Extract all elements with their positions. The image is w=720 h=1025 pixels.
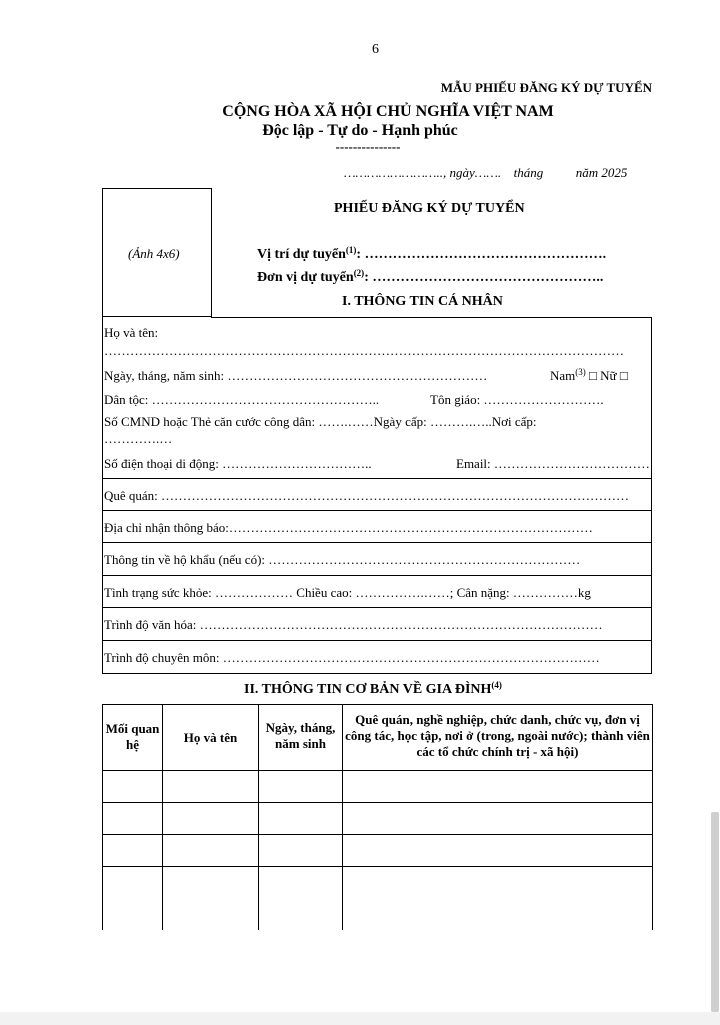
row-divider bbox=[102, 478, 652, 479]
gender-sup: (3) bbox=[575, 367, 586, 377]
table-top-border bbox=[102, 704, 653, 705]
table-col-border bbox=[652, 704, 653, 930]
position-label: Vị trí dự tuyển bbox=[257, 247, 346, 262]
email-field[interactable]: Email: ……………………………… bbox=[456, 456, 650, 471]
ethnic-field[interactable]: Dân tộc: …………………………………………….. bbox=[104, 392, 380, 407]
table-row[interactable] bbox=[103, 835, 652, 866]
section2-sup: (4) bbox=[491, 680, 502, 690]
table-row[interactable] bbox=[103, 803, 652, 834]
page-gap bbox=[0, 1012, 720, 1025]
name-blank[interactable]: ………………………………………………………………………………………………………… bbox=[104, 343, 624, 358]
dob-field[interactable]: Ngày, tháng, năm sinh: …………………………………………………… bbox=[104, 368, 488, 383]
id-field[interactable]: Số CMND hoặc Thẻ căn cước công dân: …….……Ngày cấp: ……….…..Nơi cấp: bbox=[104, 414, 537, 429]
row-divider bbox=[102, 640, 652, 641]
professional-field[interactable]: Trình độ chuyên môn: …………………………………………………………………………… bbox=[104, 650, 600, 665]
form-left-border bbox=[102, 316, 103, 674]
unit-sup: (2) bbox=[353, 268, 365, 278]
household-field[interactable]: Thông tin về hộ khẩu (nếu có): ……………………………………………………………… bbox=[104, 552, 581, 567]
gender-male-checkbox[interactable]: □ bbox=[589, 368, 597, 383]
date-month: tháng bbox=[513, 165, 544, 180]
row-divider bbox=[102, 607, 652, 608]
scrollbar-thumb[interactable] bbox=[711, 812, 719, 1012]
date-place: …………………….., bbox=[344, 165, 447, 180]
form-bottom-border bbox=[102, 673, 652, 674]
row-divider bbox=[102, 542, 652, 543]
table-row[interactable] bbox=[103, 771, 652, 802]
address-field[interactable]: Địa chỉ nhận thông báo:………………………………………………………………………… bbox=[104, 520, 593, 535]
row-divider bbox=[102, 575, 652, 576]
form-code: MẪU PHIẾU ĐĂNG KÝ DỰ TUYỂN bbox=[440, 80, 652, 95]
page-number: 6 bbox=[372, 42, 379, 57]
unit-blank[interactable]: : ………………………………………….. bbox=[364, 270, 604, 285]
form-top-border bbox=[211, 317, 652, 318]
gender-female-checkbox[interactable]: □ bbox=[619, 368, 628, 383]
health-field[interactable]: Tình trạng sức khỏe: ……………… Chiều cao: …………….……; Cân nặng: ……………kg bbox=[104, 585, 591, 600]
position-field bbox=[257, 247, 606, 263]
date-year: năm 2025 bbox=[575, 165, 628, 180]
table-header-name: Họ và tên bbox=[183, 730, 238, 745]
position-blank[interactable]: : ……………………………………………. bbox=[356, 247, 607, 262]
unit-label: Đơn vị dự tuyển bbox=[257, 270, 354, 285]
phone-field[interactable]: Số điện thoại di động: …………………………….. bbox=[104, 456, 372, 471]
table-header-relation: Mối quan hệ bbox=[105, 721, 160, 752]
gender-male-label: Nam bbox=[550, 368, 576, 383]
position-sup: (1) bbox=[345, 245, 357, 255]
gender-field bbox=[550, 368, 628, 384]
date-line bbox=[344, 165, 627, 181]
table-header-dob: Ngày, tháng, năm sinh bbox=[265, 720, 336, 751]
unit-field bbox=[257, 270, 603, 286]
name-label: Họ và tên: bbox=[104, 325, 159, 340]
table-header-details: Quê quán, nghề nghiệp, chức danh, chức vụ, đơn vị công tác, học tập, nơi ở (trong, ngoài nước); thành viên các tổ chức chính trị - xã hội) bbox=[345, 712, 650, 759]
religion-field[interactable]: Tôn giáo: ………………………. bbox=[430, 392, 604, 407]
hometown-field[interactable]: Quê quán: ……………………………………………………………………………………………… bbox=[104, 488, 630, 503]
section2-title bbox=[244, 682, 502, 698]
header-divider: --------------- bbox=[335, 139, 401, 154]
form-title: PHIẾU ĐĂNG KÝ DỰ TUYỂN bbox=[334, 201, 525, 216]
table-row[interactable] bbox=[103, 867, 652, 929]
country-name: CỘNG HÒA XÃ HỘI CHỦ NGHĨA VIỆT NAM bbox=[222, 103, 554, 120]
row-divider bbox=[102, 510, 652, 511]
photo-label: (Ảnh 4x6) bbox=[128, 246, 180, 261]
form-right-border bbox=[651, 317, 652, 674]
date-day: ngày……. bbox=[449, 165, 502, 180]
motto: Độc lập - Tự do - Hạnh phúc bbox=[262, 122, 458, 139]
section1-title: I. THÔNG TIN CÁ NHÂN bbox=[342, 294, 503, 309]
id-place-blank[interactable]: ………….… bbox=[104, 431, 173, 446]
gender-female-label: Nữ bbox=[600, 368, 617, 383]
section2-title-text: II. THÔNG TIN CƠ BẢN VỀ GIA ĐÌNH bbox=[244, 682, 492, 697]
education-field[interactable]: Trình độ văn hóa: ………………………………………………………………………………… bbox=[104, 617, 603, 632]
